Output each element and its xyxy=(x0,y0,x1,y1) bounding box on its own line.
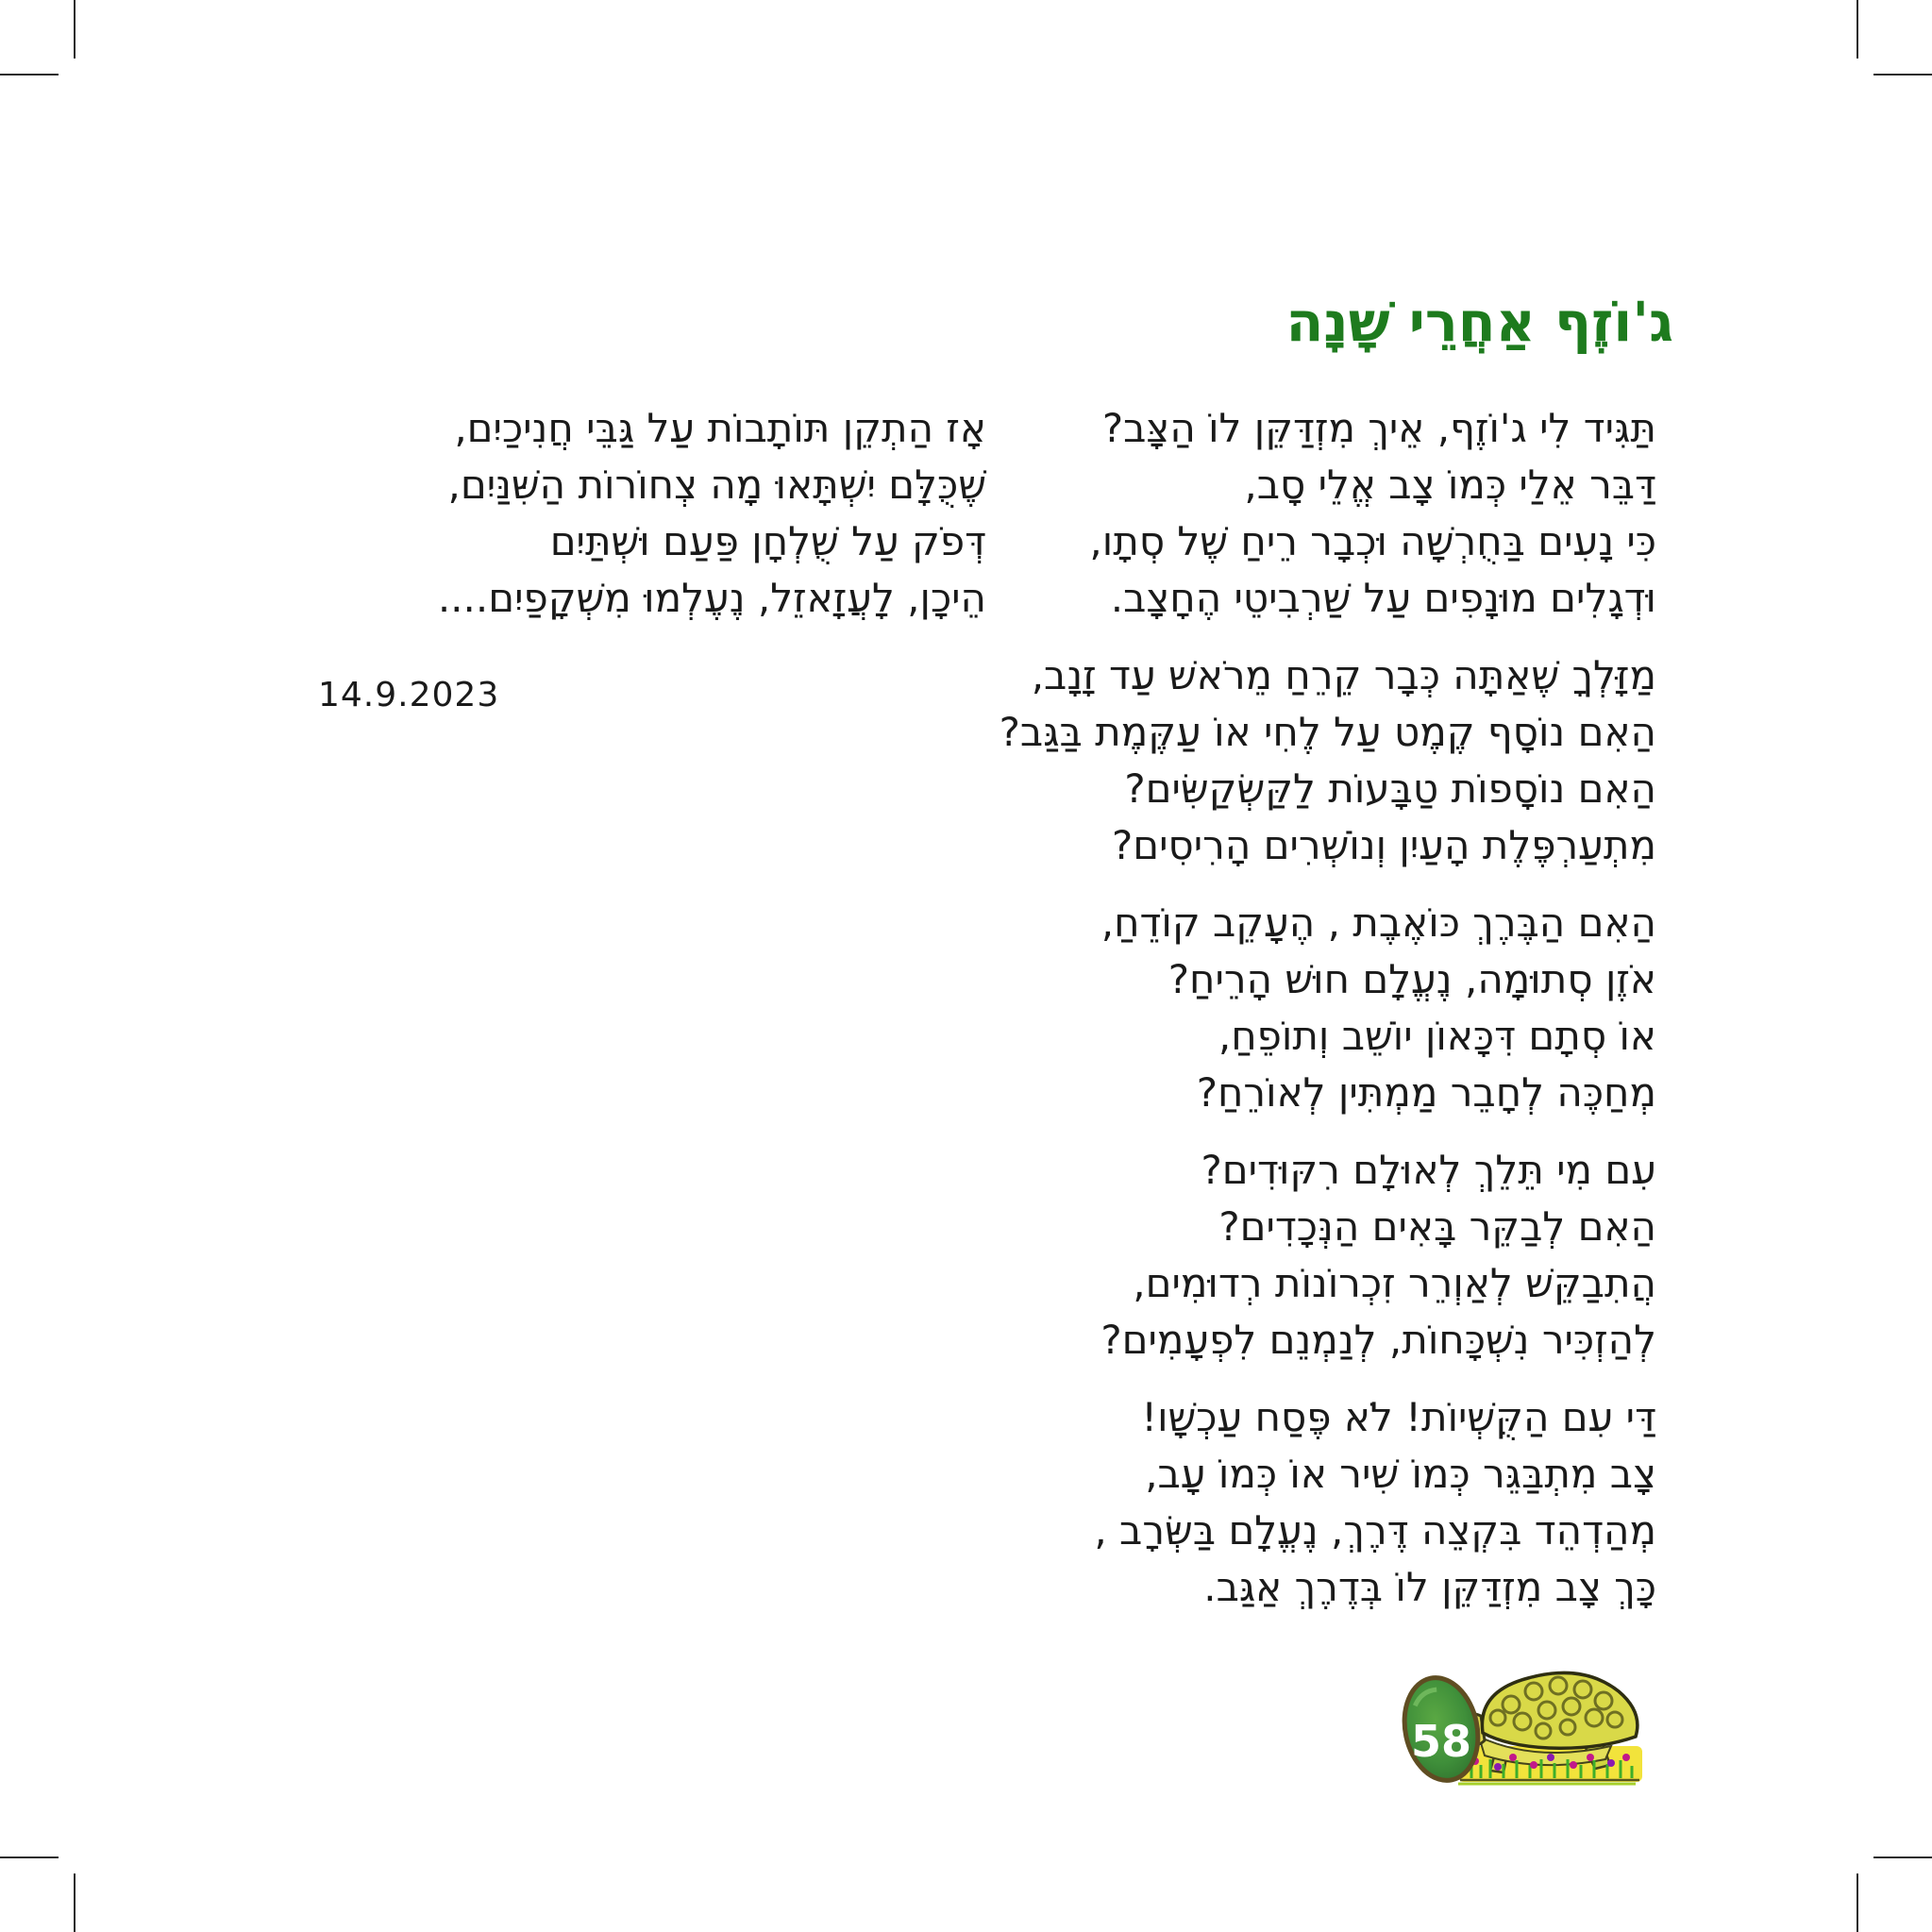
stanza-3 xyxy=(1000,895,1656,1121)
poem-line: מְחַכֶּה לְחָבֵר מַמְתִּין לְאוֹרֵחַ? xyxy=(1196,1069,1656,1116)
poem-line: מְהַדְהֵד בִּקְצֵה דֶּרֶךְ, נֶעֱלָם בַּשְּׂרָב , xyxy=(1094,1507,1656,1554)
poem-line: הַאִם נוֹסָף קֶמֶט עַל לֶחִי אוֹ עַקֶּמֶת בַּגַּב? xyxy=(999,709,1656,755)
poem-line: הַאִם לְבַקֵּר בָּאִים הַנְּכָדִים? xyxy=(1218,1203,1656,1250)
poem-line: עִם מִי תֵּלֵךְ לְאוּלָם רִקּוּדִים? xyxy=(1201,1147,1656,1193)
poem-line: כִּי נָעִים בַּחֻרְשָׁה וּכְבָר רֵיחַ שֶׁל סְתָו, xyxy=(1089,518,1656,564)
poem-line: מִתְעַרְפֶּלֶת הָעַיִן וְנוֹשְׁרִים הָרִיסִים? xyxy=(1111,822,1656,868)
poem-line: דַּבֵּר אֵלַי כְּמוֹ צָב אֱלֵי סָב, xyxy=(1244,462,1656,508)
crop-mark-top-right-h xyxy=(1873,74,1932,76)
crop-mark-bottom-right-h xyxy=(1873,1856,1932,1858)
poem-line: צָב מִתְבַּגֵּר כְּמוֹ שִׁיר אוֹ כְּמוֹ עָב, xyxy=(1145,1451,1656,1497)
poem-line: כָּךְ צָב מִזְדַּקֵּן לוֹ בְּדֶרֶךְ אַגַּב. xyxy=(1203,1564,1656,1610)
crop-mark-top-left-h xyxy=(0,74,59,76)
poem-line: הַאִם נוֹסָפוֹת טַבָּעוֹת לַקַּשְׂקַשִּׂים? xyxy=(1124,765,1656,812)
poem-line: וּדְגָלִים מוּנָפִים עַל שַׁרְבִיטֵי הֶחָצָב. xyxy=(1110,575,1656,621)
crop-mark-top-left-v xyxy=(74,0,76,59)
poem-date: 14.9.2023 xyxy=(318,676,500,714)
poem-line: אָז הַתְקֵן תּוֹתָבוֹת עַל גַּבֵּי חֲנִיכַיִם, xyxy=(454,405,986,451)
poem-line: הֵיכָן, לָעֲזָאזֵל, נֶעֶלְמוּ מִשְׁקָפַיִם.... xyxy=(437,575,986,621)
poem-line: תַּגִּיד לִי ג'וֹזֶף, אֵיךְ מִזְדַּקֵּן לוֹ הַצָּב? xyxy=(1101,405,1656,451)
poem-line: דַּי עִם הַקֻּשְׁיוֹת! לֹא פֶּסַח עַכְשָׁו! xyxy=(1141,1394,1656,1440)
poem-line: מַזָּלְךָ שֶׁאַתָּה כְּבָר קֵרֵחַ מֵרֹאשׁ עַד זָנָב, xyxy=(1031,652,1656,698)
crop-mark-top-right-v xyxy=(1856,0,1858,59)
side-stanza xyxy=(438,400,986,627)
stanza-4 xyxy=(1000,1142,1656,1369)
poem-line: הֲתִבַקֵּשׁ לְאַוְרֵר זִכְרוֹנוֹת רְדוּמִים, xyxy=(1133,1260,1656,1306)
poem-title: ג'וֹזֶף אַחֲרֵי שָׁנָה xyxy=(1285,289,1673,354)
poem-side-column xyxy=(438,400,986,627)
stanza-1 xyxy=(1000,400,1656,627)
poem-line: הַאִם הַבֶּרֶךְ כּוֹאֶבֶת , הֶעָקֵב קוֹדֵחַ, xyxy=(1100,899,1656,946)
poem-line: לְהַזְכִּיר נִשְׁכָּחוֹת, לְנַמְנֵם לִפְעָמִים? xyxy=(1100,1317,1656,1363)
poem-line: שֶׁכֻּלָּם יִשְׁתָּאוּ מָה צְחוֹרוֹת הַשִּׁנַּיִם, xyxy=(447,462,986,508)
stanza-2 xyxy=(1000,647,1656,874)
poem-line: אוֹ סְתָם דִּכָּאוֹן יוֹשֵׁב וְתוֹפֵחַ, xyxy=(1218,1013,1656,1059)
page-number: 58 xyxy=(1410,1716,1471,1767)
crop-mark-bottom-left-h xyxy=(0,1856,59,1858)
stanza-5 xyxy=(1000,1389,1656,1616)
crop-mark-bottom-left-v xyxy=(74,1873,76,1932)
crop-mark-bottom-right-v xyxy=(1856,1873,1858,1932)
poem-line: אֹזֶן סְתוּמָה, נֶעֱלָם חוּשׁ הָרֵיחַ? xyxy=(1168,956,1656,1002)
poem-main-column xyxy=(1000,400,1656,1616)
poem-line: דְּפֹק עַל שֻׁלְחָן פַּעַם וּשְׁתַּיִם xyxy=(549,518,986,564)
